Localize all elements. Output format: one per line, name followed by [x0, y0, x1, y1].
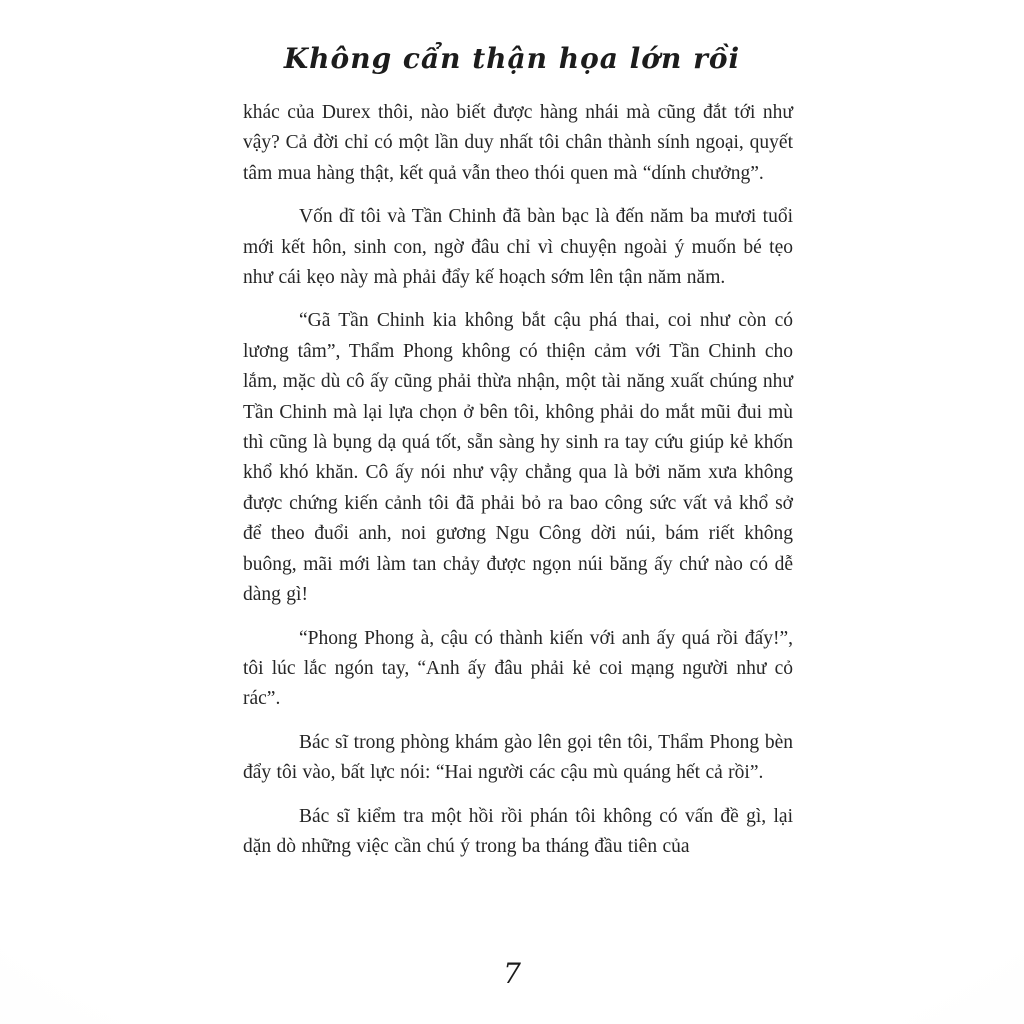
- running-head-title: Không cẩn thận họa lớn rồi: [283, 42, 741, 75]
- body-paragraph: Bác sĩ trong phòng khám gào lên gọi tên tôi, Thẩm Phong bèn đẩy tôi vào, bất lực nói: “Hai người các cậu mù quáng hết cả rồi”.: [243, 731, 793, 784]
- page-number: 7: [503, 957, 521, 990]
- body-paragraph: “Phong Phong à, cậu có thành kiến với anh ấy quá rồi đấy!”, tôi lúc lắc ngón tay, “Anh ấy đâu phải kẻ coi mạng người như cỏ rác”.: [243, 627, 793, 710]
- body-paragraph: khác của Durex thôi, nào biết được hàng nhái mà cũng đắt tới như vậy? Cả đời chỉ có một lần duy nhất tôi chân thành sính ngoại, quyết tâm mua hàng thật, kết quả vẫn theo thói quen mà “dính chưởng”.: [243, 102, 793, 184]
- body-paragraph: “Gã Tần Chinh kia không bắt cậu phá thai, coi như còn có lương tâm”, Thẩm Phong không có thiện cảm với Tần Chinh cho lắm, mặc dù cô ấy cũng phải thừa nhận, một tài năng xuất chúng như Tần Chinh mà lại lựa chọn ở bên tôi, không phải do mắt mũi đui mù thì cũng là bụng dạ quá tốt, sẵn sàng hy sinh ra tay cứu giúp kẻ khốn khổ khó khăn. Cô ấy nói như vậy chẳng qua là bởi năm xưa không được chứng kiến cảnh tôi đã phải bỏ ra bao công sức vất vả khổ sở để theo đuổi anh, noi gương Ngu Công dời núi, bám riết không buông, mãi mới làm tan chảy được ngọn núi băng ấy chứ nào có dễ dàng gì!: [243, 310, 793, 606]
- body-text-column: [243, 98, 793, 875]
- body-paragraph: Vốn dĩ tôi và Tần Chinh đã bàn bạc là đến năm ba mươi tuổi mới kết hôn, sinh con, ngờ đâu chỉ vì chuyện ngoài ý muốn bé tẹo như cái kẹo này mà phải đẩy kế hoạch sớm lên tận năm năm.: [243, 206, 793, 289]
- body-paragraph: Bác sĩ kiểm tra một hồi rồi phán tôi không có vấn đề gì, lại dặn dò những việc cần chú ý trong ba tháng đầu tiên của: [243, 805, 793, 857]
